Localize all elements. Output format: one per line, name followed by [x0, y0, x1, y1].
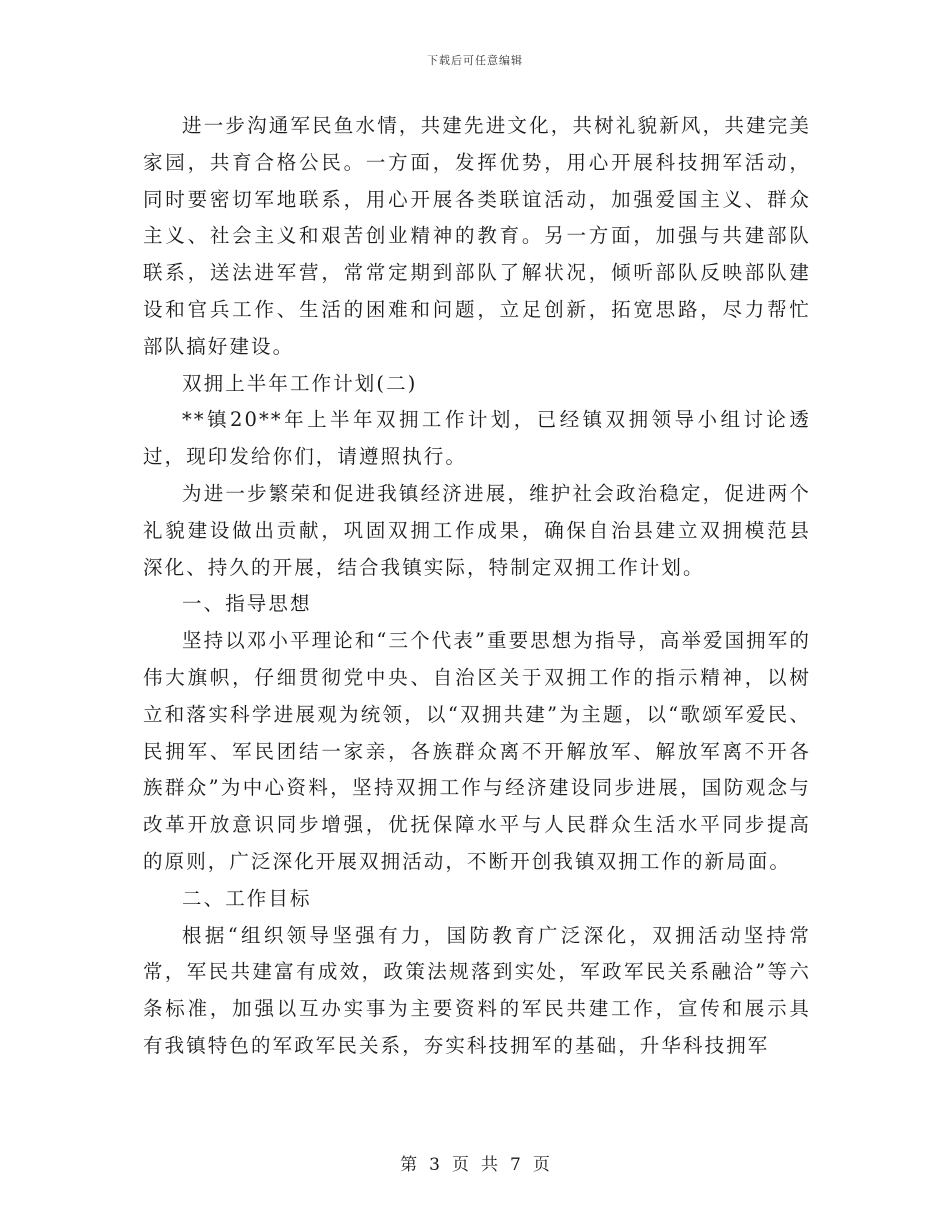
paragraph-guiding-ideology: 坚持以邓小平理论和“三个代表”重要思想为指导，高举爱国拥军的伟大旗帜，仔细贯彻党中央、自治区关于双拥工作的指示精神，以树立和落实科学进展观为统领，以“双拥共建”为主题，以“歌颂军爱民、民拥军、军民团结一家亲，各族群众离不开解放军、解放军离不开各族群众”为中心资料，坚持双拥工作与经济建设同步进展，国防观念与改革开放意识同步增强，优抚保障水平与人民群众生活水平同步提高的原则，广泛深化开展双拥活动，不断开创我镇双拥工作的新局面。: [143, 629, 811, 873]
footer-label-page: 第: [400, 1155, 418, 1175]
footer-total-pages: 7: [510, 1155, 521, 1175]
section-title: 双拥上半年工作计划(二): [182, 371, 418, 395]
paragraph-purpose: 为进一步繁荣和促进我镇经济进展，维护社会政治稳定，促进两个礼貌建设做出贡献，巩固双拥工作成果，确保自治县建立双拥模范县深化、持久的开展，结合我镇实际，特制定双拥工作计划。: [143, 481, 811, 579]
heading-work-goals: 二、工作目标: [182, 886, 312, 910]
paragraph-notice: **镇20**年上半年双拥工作计划，已经镇双拥领导小组讨论透过，现印发给你们，请遵照执行。: [143, 408, 811, 469]
page-header-note: 下载后可任意编辑: [427, 54, 523, 67]
footer-label-unit2: 页: [532, 1155, 550, 1175]
document-body: [143, 108, 811, 1065]
footer-label-unit: 页: [452, 1155, 469, 1175]
footer-label-total: 共: [481, 1155, 498, 1175]
footer-current-page: 3: [429, 1155, 440, 1175]
paragraph-intro-continuation: 进一步沟通军民鱼水情，共建先进文化，共树礼貌新风，共建完美家园，共育合格公民。一方面，发挥优势，用心开展科技拥军活动，同时要密切军地联系，用心开展各类联谊活动，加强爱国主义、群众主义、社会主义和艰苦创业精神的教育。另一方面，加强与共建部队联系，送法进军营，常常定期到部队了解状况，倾听部队反映部队建设和官兵工作、生活的困难和问题，立足创新，拓宽思路，尽力帮忙部队搞好建设。: [143, 114, 811, 358]
paragraph-work-goals: 根据“组织领导坚强有力，国防教育广泛深化，双拥活动坚持常常，军民共建富有成效，政策法规落到实处，军政军民关系融洽”等六条标准，加强以互办实事为主要资料的军民共建工作，宣传和展示具有我镇特色的军政军民关系，夯实科技拥军的基础，升华科技拥军: [143, 923, 811, 1057]
heading-guiding-ideology: 一、指导思想: [182, 592, 312, 616]
page-footer: [0, 1150, 950, 1175]
